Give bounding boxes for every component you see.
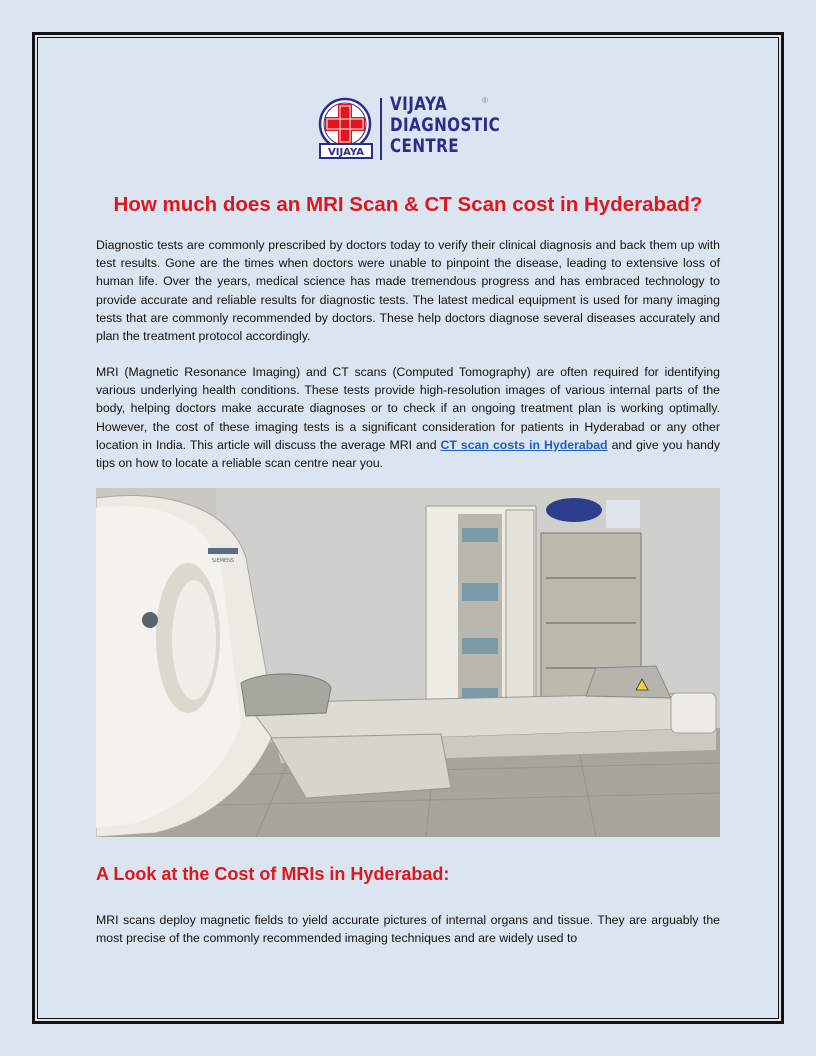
cross-emblem-icon bbox=[318, 96, 378, 162]
section-heading: A Look at the Cost of MRIs in Hyderabad: bbox=[96, 864, 450, 884]
svg-text:VIJAYA: VIJAYA bbox=[328, 147, 364, 158]
svg-text:SIEMENS: SIEMENS bbox=[211, 558, 235, 564]
para-text-before-link: MRI (Magnetic Resonance Imaging) and CT scans (Computed Tomography) are often required for identifying various underlying health conditions. These tests provide high-resolution images of various internal parts of the body, helping doctors make accurate diagnoses or to check if an ongoing treatment plan is working optimally. However, the cost of these imaging tests is a significant consideration for patients in Hyderabad or any other location in India. This article will discuss the average MRI and bbox=[96, 365, 720, 452]
mri-cost-paragraph: MRI scans deploy magnetic fields to yield accurate pictures of internal organs and tissue. They are arguably the most precise of the commonly recommended imaging techniques and are widely used to bbox=[96, 913, 720, 946]
para-text-after-link: and give you handy tips on how to locate a reliable scan centre near you. bbox=[96, 437, 720, 471]
logo-line-2: DIAGNOSTIC bbox=[390, 115, 501, 136]
ct-scanner-photo bbox=[96, 488, 720, 837]
mri-ct-paragraph bbox=[96, 363, 720, 472]
page-title: How much does an MRI Scan & CT Scan cost in Hyderabad? bbox=[113, 193, 703, 216]
logo-line-3: CENTRE bbox=[390, 136, 460, 157]
logo-line-1: VIJAYA bbox=[390, 94, 448, 115]
ct-scan-cost-link[interactable]: CT scan costs in Hyderabad bbox=[440, 437, 608, 452]
registered-mark: ® bbox=[482, 96, 488, 105]
intro-paragraph: Diagnostic tests are commonly prescribed by doctors today to verify their clinical diagnosis and back them up with test results. Gone are the times when doctors were unable to pinpoint the disease, leading to extensive loss of human life. Over the years, medical science has made tremendous progress and has embraced technology to provide accurate and reliable results for diagnostic tests. The latest medical equipment is used for many imaging tests that are commonly recommended by doctors. These help doctors diagnose several diseases accurately and plan the treatment protocol accordingly. bbox=[96, 238, 720, 344]
vijaya-logo bbox=[318, 94, 501, 162]
logo-divider bbox=[380, 98, 382, 160]
